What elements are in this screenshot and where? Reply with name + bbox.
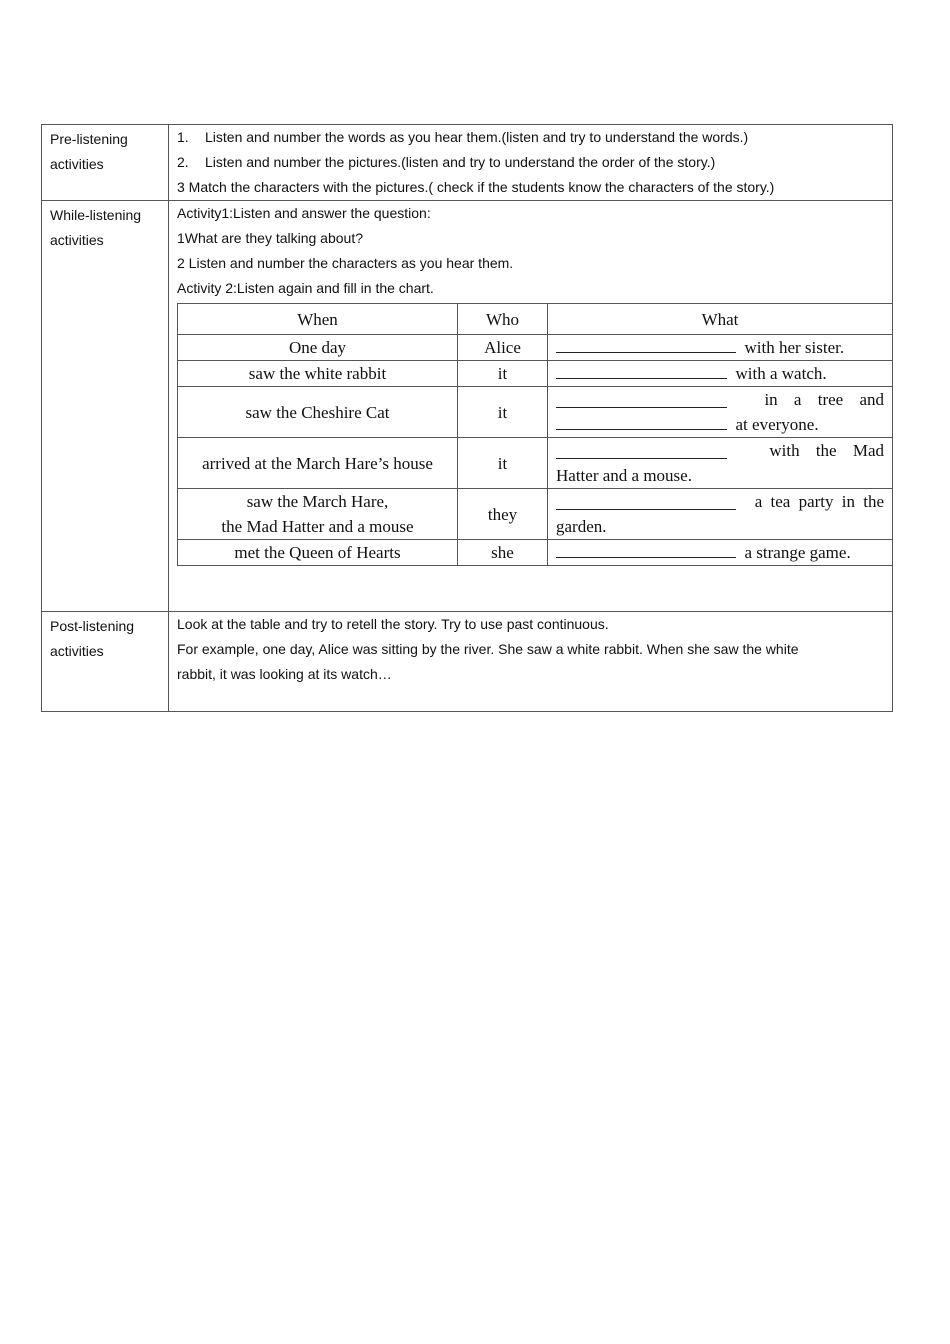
post-listening-label bbox=[42, 612, 169, 712]
what-line-1 bbox=[556, 387, 884, 412]
while-line-4: Activity 2:Listen again and fill in the chart. bbox=[177, 280, 434, 296]
what-cell bbox=[548, 361, 893, 387]
answer-blank[interactable] bbox=[556, 391, 727, 408]
while-label-line-1: While-listening bbox=[50, 207, 142, 223]
when-line-1: saw the March Hare, bbox=[246, 492, 389, 511]
header-what: What bbox=[548, 304, 893, 335]
table-row bbox=[178, 489, 893, 540]
answer-blank[interactable] bbox=[556, 493, 736, 510]
pre-item-3 bbox=[177, 175, 892, 200]
while-listening-content bbox=[169, 201, 893, 612]
post-line-3: rabbit, it was looking at its watch… bbox=[177, 666, 392, 682]
answer-blank[interactable] bbox=[556, 362, 727, 379]
what-text: with the Mad bbox=[769, 441, 884, 460]
what-cell bbox=[548, 489, 893, 540]
answer-blank[interactable] bbox=[556, 336, 736, 353]
what-cell bbox=[548, 387, 893, 438]
who-cell: it bbox=[458, 361, 548, 387]
fill-in-chart bbox=[177, 303, 893, 566]
what-line-2: garden. bbox=[556, 517, 607, 536]
while-line-3: 2 Listen and number the characters as you hear them. bbox=[177, 255, 514, 271]
when-line-2: the Mad Hatter and a mouse bbox=[221, 517, 414, 536]
when-cell: saw the Cheshire Cat bbox=[178, 387, 458, 438]
what-cell bbox=[548, 540, 893, 566]
post-listening-row bbox=[42, 612, 893, 712]
who-cell: she bbox=[458, 540, 548, 566]
what-cell bbox=[548, 335, 893, 361]
header-when: When bbox=[178, 304, 458, 335]
pre-item-2 bbox=[177, 150, 892, 175]
post-line-2: For example, one day, Alice was sitting by the river. She saw a white rabbit. When she saw the white bbox=[177, 641, 799, 657]
what-line-2: Hatter and a mouse. bbox=[556, 466, 692, 485]
what-line-1 bbox=[556, 438, 884, 463]
who-cell: it bbox=[458, 438, 548, 489]
post-label-line-2: activities bbox=[50, 643, 104, 659]
answer-blank[interactable] bbox=[556, 413, 727, 430]
what-text: with a watch. bbox=[735, 364, 827, 383]
what-text: at everyone. bbox=[735, 415, 819, 434]
when-cell: saw the white rabbit bbox=[178, 361, 458, 387]
pre-item-1-text: Listen and number the words as you hear them.(listen and try to understand the words.) bbox=[205, 129, 749, 145]
what-text: with her sister. bbox=[744, 338, 845, 357]
what-line-2 bbox=[556, 412, 884, 437]
pre-label-line-2: activities bbox=[50, 156, 104, 172]
pre-item-2-number: 2. bbox=[177, 154, 189, 170]
while-listening-label bbox=[42, 201, 169, 612]
table-row bbox=[178, 335, 893, 361]
pre-item-3-text: 3 Match the characters with the pictures.( check if the students know the characters of the story.) bbox=[177, 179, 775, 195]
chart-header-row bbox=[178, 304, 893, 335]
what-text: in a tree and bbox=[764, 390, 884, 409]
while-label-line-2: activities bbox=[50, 232, 104, 248]
what-cell bbox=[548, 438, 893, 489]
while-line-1: Activity1:Listen and answer the question: bbox=[177, 205, 431, 221]
when-cell: One day bbox=[178, 335, 458, 361]
what-text: a strange game. bbox=[744, 543, 851, 562]
while-line-2: 1What are they talking about? bbox=[177, 230, 364, 246]
pre-item-1 bbox=[177, 125, 892, 150]
what-line-1 bbox=[556, 489, 884, 514]
pre-item-2-text: Listen and number the pictures.(listen and try to understand the order of the story.) bbox=[205, 154, 716, 170]
post-line-1: Look at the table and try to retell the story. Try to use past continuous. bbox=[177, 616, 609, 632]
who-cell: it bbox=[458, 387, 548, 438]
pre-item-1-number: 1. bbox=[177, 129, 189, 145]
pre-listening-label bbox=[42, 125, 169, 201]
header-who: Who bbox=[458, 304, 548, 335]
post-listening-content bbox=[169, 612, 893, 712]
table-row bbox=[178, 361, 893, 387]
when-cell: arrived at the March Hare’s house bbox=[178, 438, 458, 489]
answer-blank[interactable] bbox=[556, 442, 727, 459]
pre-listening-row bbox=[42, 125, 893, 201]
answer-blank[interactable] bbox=[556, 541, 736, 558]
table-row bbox=[178, 387, 893, 438]
post-label-line-1: Post-listening bbox=[50, 618, 135, 634]
who-cell: Alice bbox=[458, 335, 548, 361]
table-row bbox=[178, 438, 893, 489]
while-listening-row bbox=[42, 201, 893, 612]
pre-label-line-1: Pre-listening bbox=[50, 131, 128, 147]
who-cell: they bbox=[458, 489, 548, 540]
pre-listening-content bbox=[169, 125, 893, 201]
table-row bbox=[178, 540, 893, 566]
when-cell: met the Queen of Hearts bbox=[178, 540, 458, 566]
what-text: a tea party in the bbox=[754, 492, 884, 511]
lesson-plan-table bbox=[41, 124, 893, 712]
when-cell bbox=[178, 489, 458, 540]
